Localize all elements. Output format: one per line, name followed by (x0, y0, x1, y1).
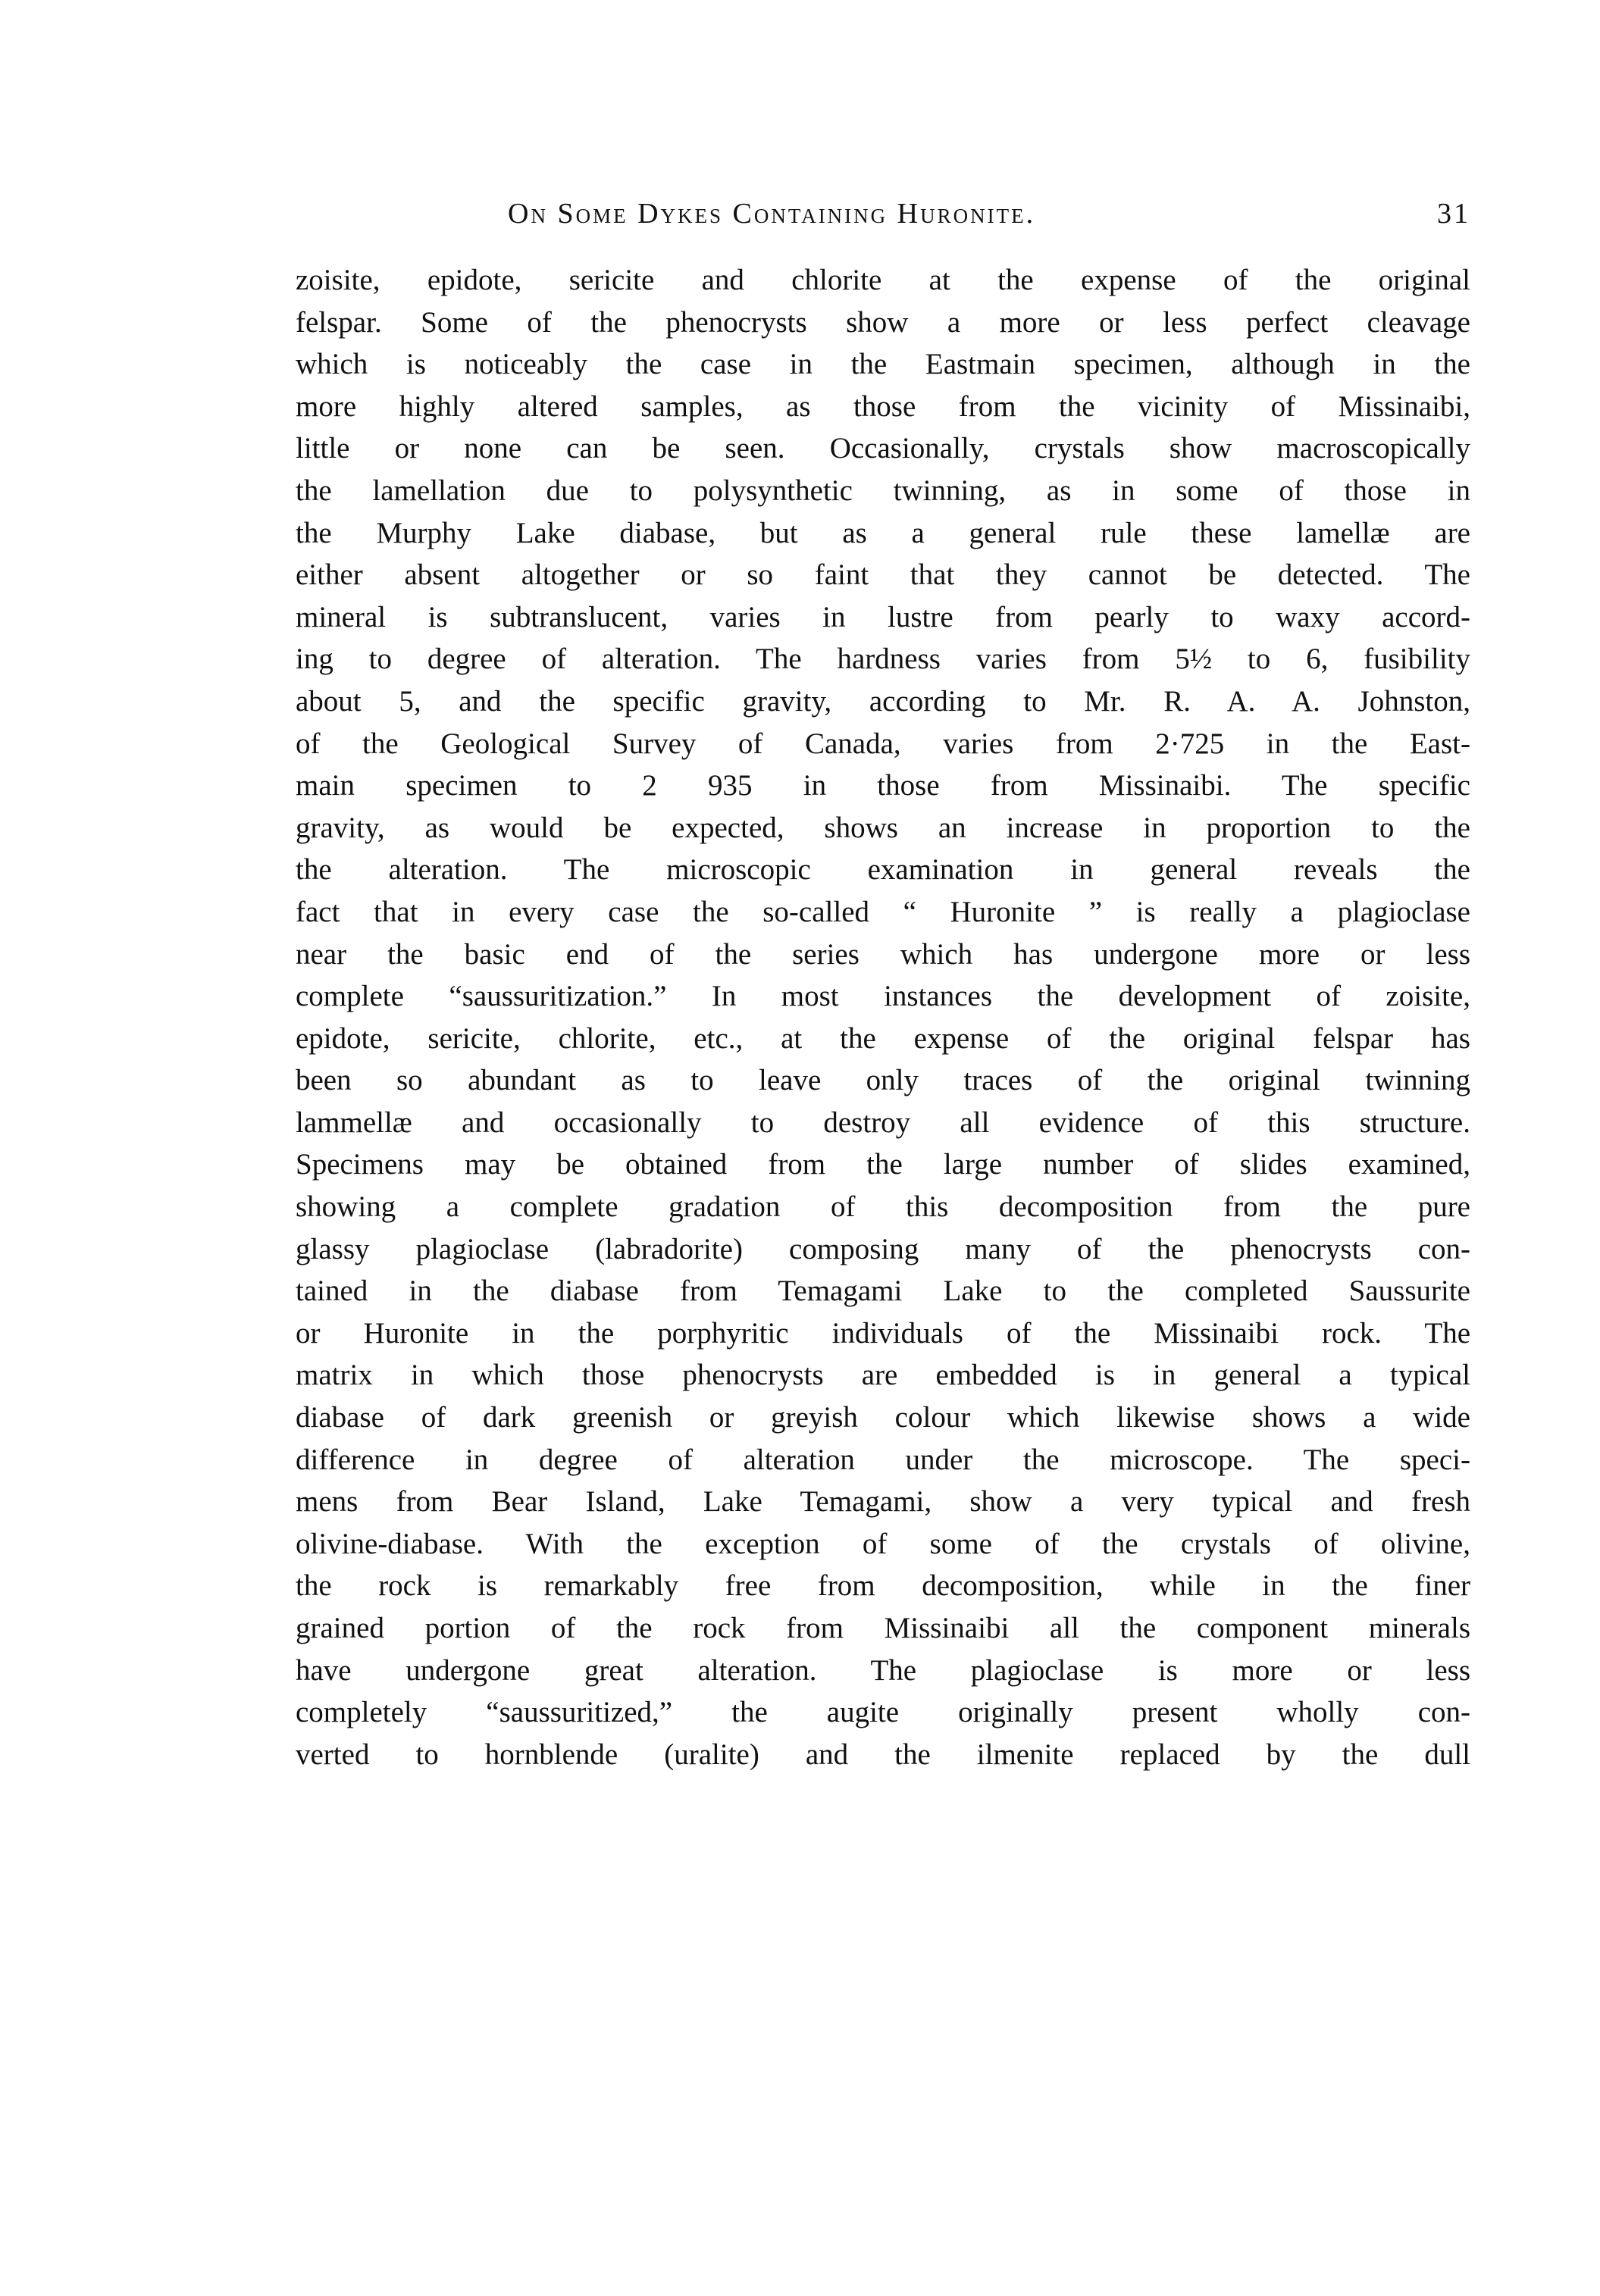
text-line: tained in the diabase from Temagami Lake to the completed Saussurite (296, 1275, 1470, 1308)
text-line: lammellæ and occasionally to destroy all evidence of this structure. (296, 1106, 1470, 1139)
text-line: glassy plagioclase (labradorite) composing many of the phenocrysts con- (296, 1232, 1470, 1265)
text-line: little or none can be seen. Occasionally, crystals show macroscopically (296, 432, 1470, 465)
text-line: mineral is subtranslucent, varies in lustre from pearly to waxy accord- (296, 600, 1470, 633)
text-line: more highly altered samples, as those from the vicinity of Missinaibi, (296, 389, 1470, 423)
text-line: epidote, sericite, chlorite, etc., at the expense of the original felspar has (296, 1021, 1470, 1055)
text-line: verted to hornblende (uralite) and the ilmenite replaced by the dull (296, 1738, 1470, 1771)
body-text (296, 259, 1470, 1775)
text-line: Specimens may be obtained from the large number of slides examined, (296, 1148, 1470, 1181)
text-line: have undergone great alteration. The plagioclase is more or less (296, 1653, 1470, 1687)
text-line: zoisite, epidote, sericite and chlorite at the expense of the original (296, 264, 1470, 296)
text-line: ing to degree of alteration. The hardness varies from 5½ to 6, fusibility (296, 643, 1470, 676)
text-line: the alteration. The microscopic examination in general reveals the (296, 853, 1470, 887)
text-line: of the Geological Survey of Canada, varies from 2·725 in the East- (296, 727, 1470, 760)
text-line: fact that in every case the so-called “ Huronite ” is really a plagioclase (296, 895, 1470, 928)
text-line: matrix in which those phenocrysts are embedded is in general a typical (296, 1359, 1470, 1392)
text-line: the lamellation due to polysynthetic twinning, as in some of those in (296, 474, 1470, 507)
text-line: main specimen to 2 935 in those from Missinaibi. The specific (296, 769, 1470, 802)
page-number: 31 (1437, 198, 1470, 230)
text-line: either absent altogether or so faint that they cannot be detected. The (296, 558, 1470, 592)
running-head (296, 191, 1470, 236)
text-line: olivine-diabase. With the exception of some of the crystals of olivine, (296, 1527, 1470, 1560)
text-line: near the basic end of the series which has undergone more or less (296, 937, 1470, 971)
running-title: On Some Dykes Containing Huronite. (508, 198, 1036, 230)
text-line: which is noticeably the case in the Eastmain specimen, although in the (296, 348, 1470, 381)
text-line: gravity, as would be expected, shows an increase in proportion to the (296, 811, 1470, 844)
text-line: completely “saussuritized,” the augite originally present wholly con- (296, 1696, 1470, 1729)
text-line: diabase of dark greenish or greyish colour which likewise shows a wide (296, 1401, 1470, 1434)
text-line: mens from Bear Island, Lake Temagami, show a very typical and fresh (296, 1485, 1470, 1519)
text-line: been so abundant as to leave only traces of the original twinning (296, 1064, 1470, 1097)
text-line: the Murphy Lake diabase, but as a general rule these lamellæ are (296, 516, 1470, 549)
text-line: or Huronite in the porphyritic individuals of the Missinaibi rock. The (296, 1316, 1470, 1350)
text-line: complete “saussuritization.” In most instances the development of zoisite, (296, 980, 1470, 1013)
text-line: grained portion of the rock from Missinaibi all the component minerals (296, 1612, 1470, 1644)
text-line: the rock is remarkably free from decomposition, while in the finer (296, 1569, 1470, 1603)
text-line: difference in degree of alteration under the microscope. The speci- (296, 1443, 1470, 1476)
text-line: felspar. Some of the phenocrysts show a more or less perfect cleavage (296, 305, 1470, 339)
text-line: about 5, and the specific gravity, according to Mr. R. A. A. Johnston, (296, 684, 1470, 718)
text-line: showing a complete gradation of this decomposition from the pure (296, 1190, 1470, 1224)
